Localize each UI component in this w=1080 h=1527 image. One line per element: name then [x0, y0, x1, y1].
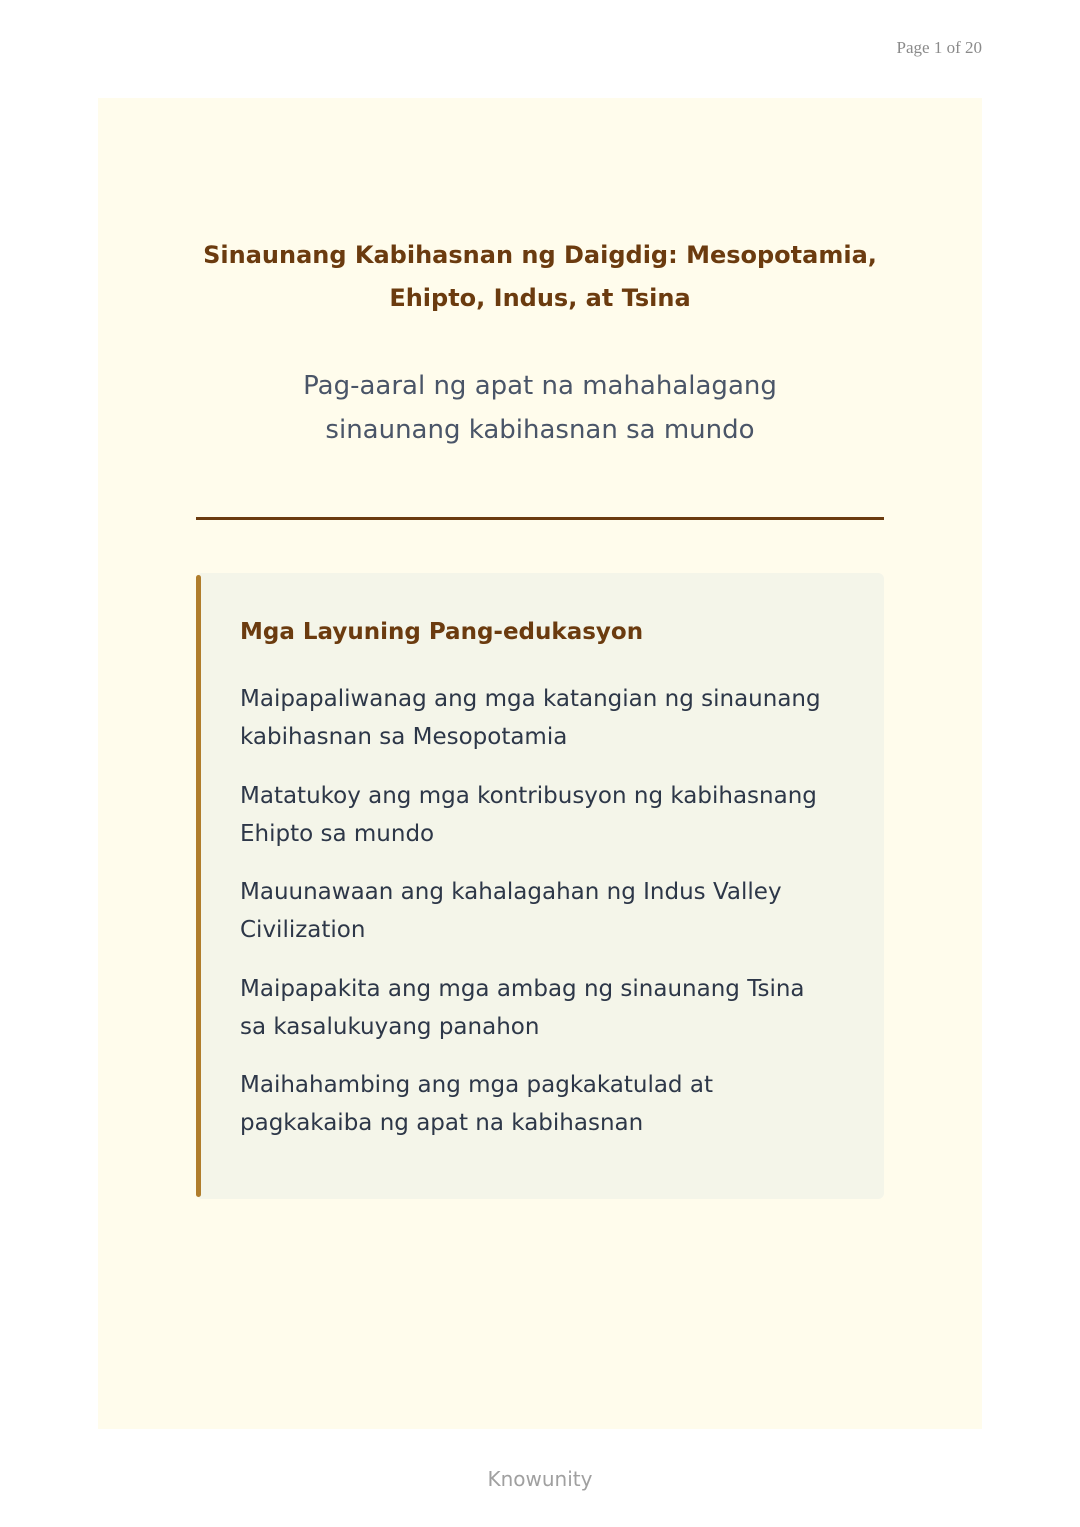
document-title-line-1: Sinaunang Kabihasnan ng Daigdig: Mesopotamia,: [203, 241, 877, 269]
objective-item: [240, 680, 850, 756]
document-subtitle: [98, 364, 982, 452]
objective-item-line: Civilization: [240, 917, 366, 943]
objective-item-line: Ehipto sa mundo: [240, 821, 435, 847]
document-subtitle-line-2: sinaunang kabihasnan sa mundo: [325, 415, 755, 445]
section-divider: [196, 517, 884, 520]
objective-item: [240, 777, 850, 853]
document-title: [98, 234, 982, 320]
objective-item-line: Maipapaliwanag ang mga katangian ng sinaunang: [240, 686, 821, 712]
objective-item-line: Mauunawaan ang kahalagahan ng Indus Valley: [240, 879, 782, 905]
objectives-heading: Mga Layuning Pang-edukasyon: [240, 619, 644, 645]
page-number: Page 1 of 20: [896, 38, 982, 57]
objective-item-line: Matatukoy ang mga kontribusyon ng kabihasnang: [240, 783, 817, 809]
footer-brand: Knowunity: [487, 1467, 593, 1491]
objective-item-line: Maihahambing ang mga pagkakatulad at: [240, 1072, 713, 1098]
objective-item: [240, 873, 850, 949]
objective-item: [240, 970, 850, 1046]
objective-item-line: Maipapakita ang mga ambag ng sinaunang Tsina: [240, 976, 805, 1002]
document-title-line-2: Ehipto, Indus, at Tsina: [389, 284, 691, 312]
objective-item-line: sa kasalukuyang panahon: [240, 1014, 540, 1040]
document-subtitle-line-1: Pag-aaral ng apat na mahahalagang: [303, 371, 777, 401]
objective-item-line: pagkakaiba ng apat na kabihasnan: [240, 1110, 644, 1136]
objectives-accent-bar: [196, 575, 201, 1197]
objective-item: [240, 1066, 850, 1142]
objective-item-line: kabihasnan sa Mesopotamia: [240, 724, 568, 750]
